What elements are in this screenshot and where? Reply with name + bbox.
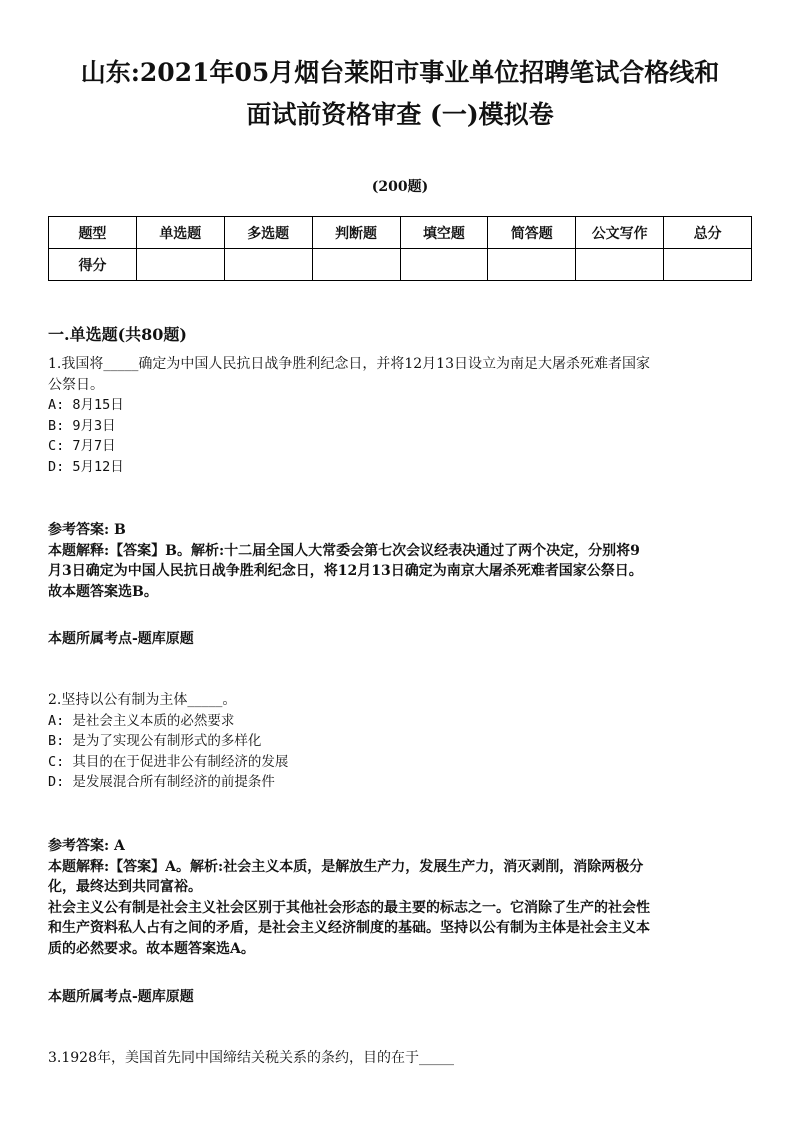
explanation-line: 本题解释:【答案】A。解析:社会主义本质，是解放生产力，发展生产力，消灭剥削，消除两极分 [48,858,644,875]
header-cell-multiple-choice: 多选题 [224,217,312,249]
header-cell-total: 总分 [664,217,752,249]
question-2 [48,690,760,793]
header-cell-true-false: 判断题 [312,217,400,249]
score-cell [400,249,488,281]
question-stem: 2.坚持以公有制为主体_____。 [48,692,237,708]
explanation-line: 本题解释:【答案】B。解析:十二届全国人大常委会第七次会议经表决通过了两个决定，分别将9 [48,542,640,559]
reference-answer: 参考答案: A [48,838,125,854]
score-cell [664,249,752,281]
score-cell [488,249,576,281]
explanation-line: 社会主义公有制是社会主义社会区别于其他社会形态的最主要的标志之一。它消除了生产的社会性 [48,899,650,916]
header-cell-official-writing: 公文写作 [576,217,664,249]
option-c: C: 7月7日 [48,438,116,454]
option-d: D: 5月12日 [48,458,124,475]
question-stem: 1.我国将_____确定为中国人民抗日战争胜利纪念日，并将12月13日设立为南足大屠杀死难者国家 [48,356,650,372]
score-cell [312,249,400,281]
option-b: B: 是为了实现公有制形式的多样化 [48,733,262,749]
question-stem-continued: 公祭日。 [48,376,104,393]
section-title: 一.单选题(共80题) [48,325,187,344]
explanation-line: 月3日确定为中国人民抗日战争胜利纪念日，将12月13日确定为南京大屠杀死难者国家公祭日。 [48,563,643,579]
explanation-line: 和生产资料私人占有之间的矛盾，是社会主义经济制度的基础。坚持以公有制为主体是社会主义本 [48,920,650,936]
question-stem: 3.1928年，美国首先同中国缔结关税关系的条约，目的在于_____ [48,1050,454,1066]
score-cell [576,249,664,281]
option-a: A: 8月15日 [48,397,124,413]
question-1 [48,354,760,477]
question-3 [48,1048,760,1069]
answer-block-1 [48,520,760,602]
question-count: (200题) [371,179,429,195]
option-d: D: 是发展混合所有制经济的前提条件 [48,774,275,790]
explanation-line: 质的必然要求。故本题答案选A。 [48,940,255,957]
option-a: A: 是社会主义本质的必然要求 [48,712,235,729]
title-line-2: 面试前资格审查 (一)模拟卷 [246,100,554,129]
header-cell-fill-blank: 填空题 [400,217,488,249]
explanation-line: 化，最终达到共同富裕。 [48,879,202,895]
source-note: 本题所属考点-题库原题 [48,631,194,647]
reference-answer: 参考答案: B [48,522,126,538]
explanation-line: 故本题答案选B。 [48,583,158,600]
header-cell-single-choice: 单选题 [136,217,224,249]
option-b: B: 9月3日 [48,417,116,434]
source-note: 本题所属考点-题库原题 [48,989,194,1005]
score-cell [224,249,312,281]
option-c: C: 其目的在于促进非公有制经济的发展 [48,753,289,770]
score-table [48,216,752,281]
score-cell [136,249,224,281]
header-cell-type: 题型 [49,217,137,249]
title-line-1: 山东:2021年05月烟台莱阳市事业单位招聘笔试合格线和 [80,58,720,87]
document-title [40,52,760,136]
score-table-score-row [49,249,752,281]
score-row-label: 得分 [49,249,137,281]
answer-block-2 [48,836,760,959]
header-cell-short-answer: 简答题 [488,217,576,249]
score-table-header-row [49,217,752,249]
